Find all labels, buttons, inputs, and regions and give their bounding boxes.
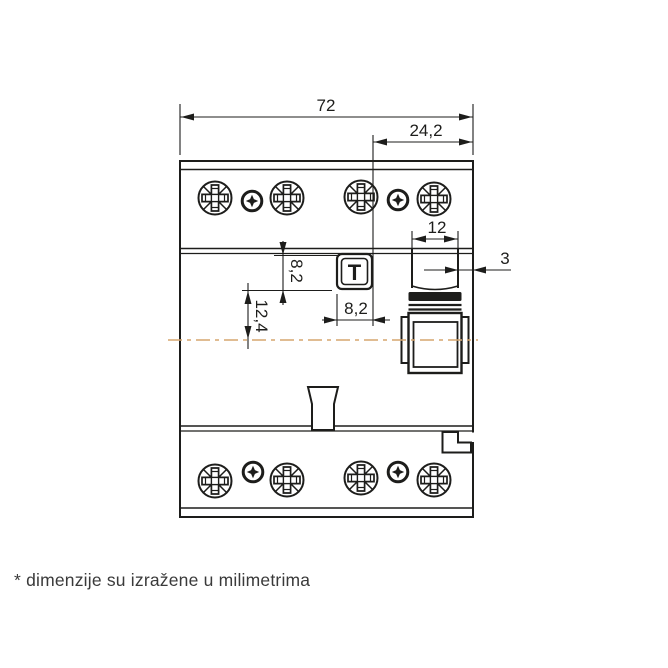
terminal-screw-large — [418, 183, 451, 216]
toggle-handle-face — [414, 322, 458, 367]
test-button — [337, 254, 372, 289]
terminal-screw-large — [418, 464, 451, 497]
terminal-screw-large — [271, 464, 304, 497]
terminal-screw-small — [388, 462, 408, 482]
dim-value: 24,2 — [409, 121, 443, 140]
dim-value: 12 — [427, 218, 447, 237]
terminal-screw-large — [271, 182, 304, 215]
terminal-screw-small — [242, 191, 262, 211]
terminal-screw-large — [199, 182, 232, 215]
terminal-screw-small — [243, 462, 263, 482]
arrowhead — [473, 267, 486, 274]
arrowhead — [181, 114, 194, 121]
din-clip — [308, 387, 338, 430]
arrowhead — [459, 139, 472, 146]
terminal-screw-small — [388, 190, 408, 210]
dim-value: 12,4 — [252, 299, 271, 333]
arrowhead — [459, 114, 472, 121]
dim-value: 72 — [316, 96, 336, 115]
terminal-screw-large — [345, 462, 378, 495]
test-button-label: T — [347, 260, 362, 285]
arrowhead — [374, 139, 387, 146]
terminal-screw-large — [199, 465, 232, 498]
latch-notch — [458, 433, 476, 443]
footnote: * dimenzije su izražene u milimetrima — [14, 570, 311, 590]
toggle-ribbed-band — [409, 292, 462, 301]
dim-value: 8,2 — [287, 259, 306, 283]
dim-value: 3 — [500, 249, 510, 268]
dim-value: 8,2 — [344, 299, 368, 318]
